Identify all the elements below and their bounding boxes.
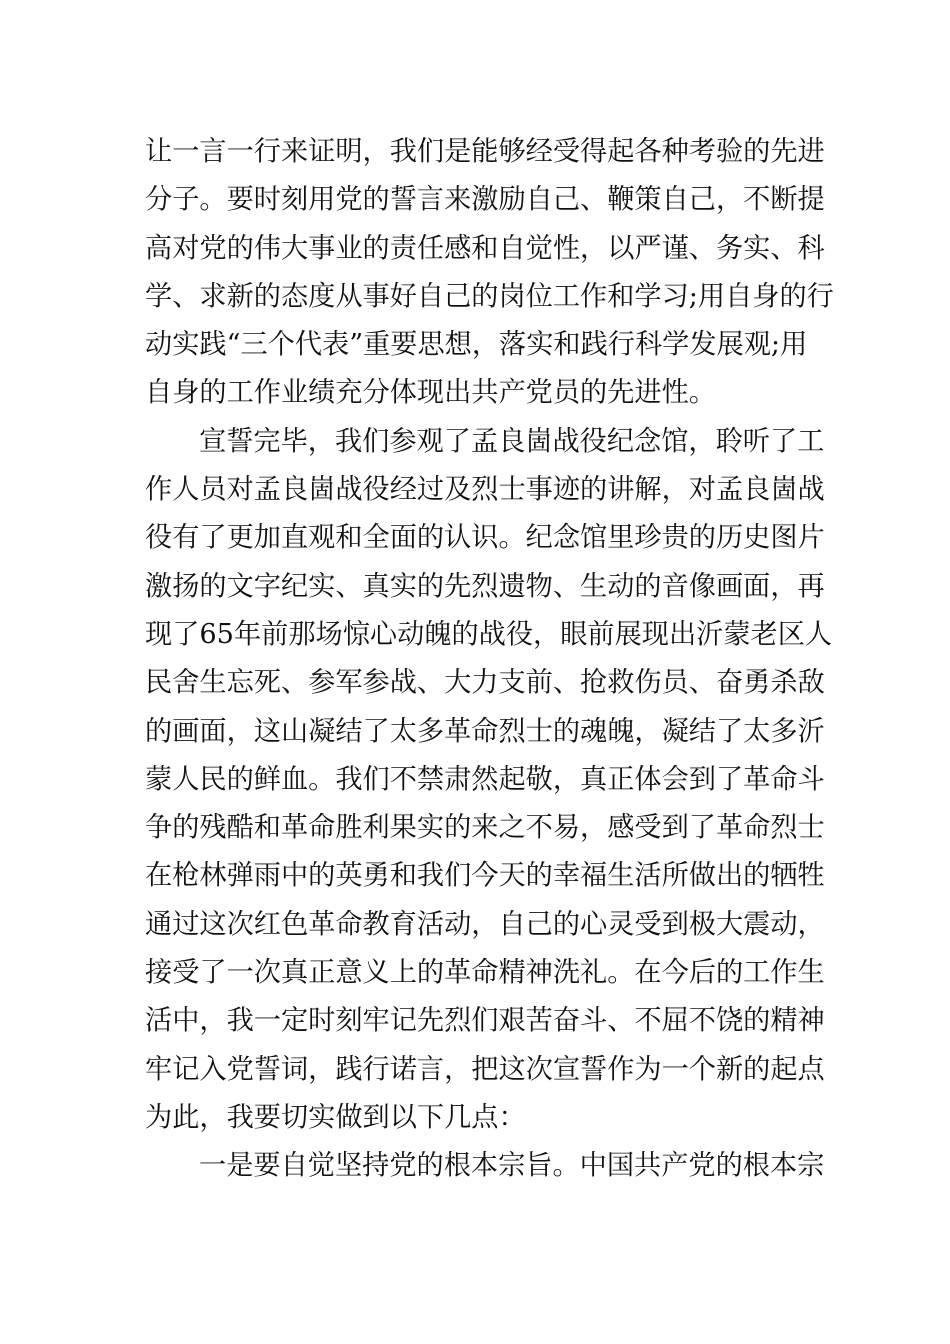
text-line-8: 作人员对孟良崮战役经过及烈士事迹的讲解，对孟良崮战 [145,474,825,506]
paragraph-2-first-line: 宣誓完毕，我们参观了孟良崮战役纪念馆，聆听了工 [199,425,825,457]
text-line-17: 通过这次红色革命教育活动，自己的心灵受到极大震动， [145,908,825,940]
text-line-13: 的画面，这山凝结了太多革命烈士的魂魄，凝结了太多沂 [145,715,825,747]
document-body [145,128,834,1191]
text-line-15: 争的残酷和革命胜利果实的来之不易，感受到了革命烈士 [145,812,825,844]
text-line-20: 牢记入党誓词，践行诺言，把这次宣誓作为一个新的起点 [145,1053,825,1085]
text-line-2: 分子。要时刻用党的誓言来激励自己、鞭策自己，不断提 [145,184,825,216]
text-line-21: 为此，我要切实做到以下几点： [145,1101,526,1133]
text-line-5: 动实践“三个代表”重要思想，落实和践行科学发展观;用 [145,329,808,361]
paragraph-3-first-line: 一是要自觉坚持党的根本宗旨。中国共产党的根本宗 [199,1150,825,1182]
text-line-11: 现了65年前那场惊心动魄的战役，眼前展现出沂蒙老区人 [145,618,833,650]
text-line-14: 蒙人民的鲜血。我们不禁肃然起敬，真正体会到了革命斗 [145,763,825,795]
text-line-3: 高对党的伟大事业的责任感和自觉性，以严谨、务实、科 [145,232,825,264]
text-line-1: 让一言一行来证明，我们是能够经受得起各种考验的先进 [145,136,825,167]
text-line-16: 在枪林弹雨中的英勇和我们今天的幸福生活所做出的牺牲 [145,860,825,892]
text-line-19: 活中，我一定时刻牢记先烈们艰苦奋斗、不屈不饶的精神 [145,1005,825,1037]
text-line-9: 役有了更加直观和全面的认识。纪念馆里珍贵的历史图片 [145,522,825,554]
text-line-10: 激扬的文字纪实、真实的先烈遗物、生动的音像画面，再 [145,570,825,602]
text-line-6: 自身的工作业绩充分体现出共产党员的先进性。 [145,377,716,409]
text-line-12: 民舍生忘死、参军参战、大力支前、抢救伤员、奋勇杀敌 [145,667,825,699]
text-line-18: 接受了一次真正意义上的革命精神洗礼。在今后的工作生 [145,957,825,989]
text-line-4: 学、求新的态度从事好自己的岗位工作和学习;用自身的行 [145,280,834,312]
